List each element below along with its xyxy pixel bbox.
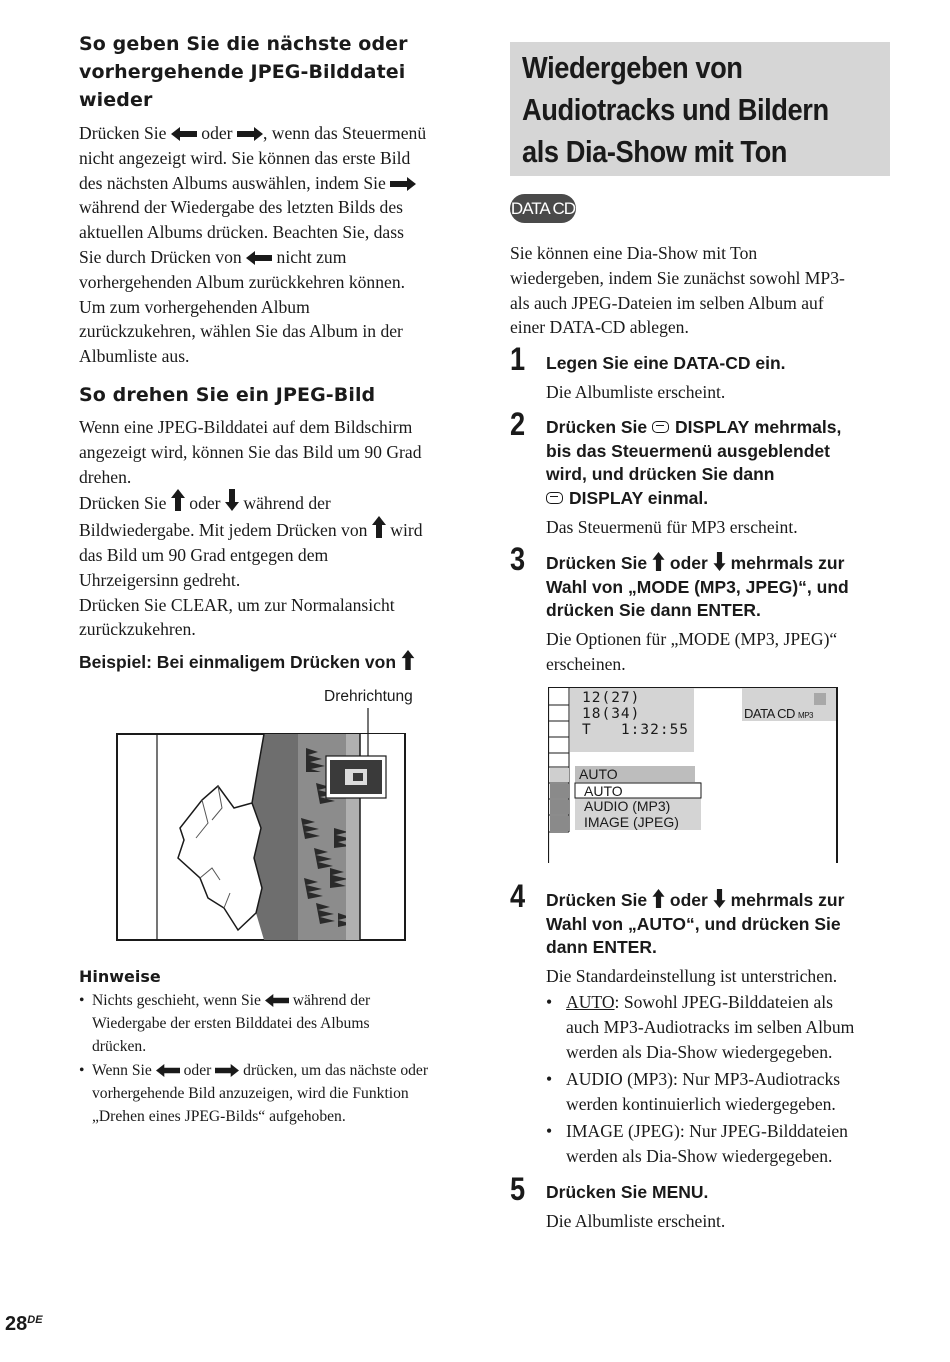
note-2 (79, 1060, 474, 1130)
text-line: Wenn eine JPEG-Bilddatei auf dem Bildschirm (79, 417, 413, 437)
option-list (546, 990, 902, 1169)
heading-rotate: So drehen Sie ein JPEG-Bild (79, 384, 376, 406)
arrow-left-icon (265, 994, 289, 1007)
arrow-down-icon (713, 889, 726, 908)
example-heading: Beispiel: Bei einmaligem Drücken von (79, 650, 479, 675)
text-line: das Bild um 90 Grad entgegen dem (79, 544, 329, 565)
step-number: 3 (510, 541, 526, 577)
step-number: 1 (510, 341, 526, 377)
arrow-right-icon (215, 1064, 239, 1077)
text-line: Um zum vorhergehenden Album (79, 296, 310, 317)
osd-disc-type: DATA CD MP3 (744, 706, 813, 721)
arrow-down-icon (713, 552, 726, 571)
arrow-down-icon (225, 489, 239, 511)
text-line: „Drehen eines JPEG-Bilds“ aufgehoben. (92, 1107, 346, 1125)
arrow-up-icon (171, 489, 185, 511)
arrow-up-icon (652, 889, 665, 908)
step-2-title: Drücken Sie DISPLAY mehrmals, bis das Steuermenü ausgeblendet wird, und drücken Sie dann DISPLAY einmal. (546, 417, 842, 508)
text-line: Wenn Sie oder drücken, um das nächste oder (92, 1062, 429, 1079)
osd-option-image: IMAGE (JPEG) (584, 814, 679, 830)
figure-caption: Drehrichtung (324, 688, 413, 705)
osd-option-audio: AUDIO (MP3) (584, 798, 671, 814)
arrow-right-icon (390, 177, 416, 191)
option-audio: • AUDIO (MP3): Nur MP3-Audiotracks werden kontinuierlich wiedergegeben. (546, 1069, 841, 1115)
heading-line: vorhergehende JPEG-Bilddatei (79, 61, 406, 83)
text-line: Drücken Sie oder während der (79, 489, 474, 516)
arrow-up-icon (372, 516, 386, 538)
step-1-body: Die Albumliste erscheint. (546, 382, 726, 402)
osd-control-menu (548, 687, 838, 863)
step-4-title: Drücken Sie oder mehrmals zur Wahl von „AUTO“, und drücken Sie dann ENTER. (546, 890, 845, 958)
data-cd-badge: DATA CD (510, 194, 576, 223)
text-line: vorhergehenden Album zurückkehren können. (79, 271, 406, 292)
step-1-title: Legen Sie eine DATA-CD ein. (546, 353, 786, 373)
step-number: 4 (510, 878, 526, 914)
text-line: vorhergehende Bild anzuzeigen, wird die Funktion (92, 1084, 409, 1102)
step-5-title: Drücken Sie MENU. (546, 1182, 709, 1202)
arrow-left-icon (156, 1064, 180, 1077)
display-button-icon (652, 421, 669, 433)
note-1 (79, 990, 474, 1060)
text-line: Nichts geschieht, wenn Sie während der (92, 992, 371, 1009)
osd-mode-value: AUTO (579, 766, 618, 782)
section-title-box (510, 42, 890, 176)
arrow-right-icon (237, 127, 263, 141)
heading-line: So geben Sie die nächste oder (79, 33, 408, 55)
text-line: zurückzukehren, wählen Sie das Album in der (79, 321, 403, 342)
option-auto: • AUTO: Sowohl JPEG-Bilddateien als auch MP3-Audiotracks im selben Album werden als Dia-Show wiedergegeben. (546, 992, 855, 1063)
paragraph-next-previous (79, 121, 474, 369)
text-line: Bildwiedergabe. Mit jedem Drücken von wird (79, 516, 474, 543)
text-line: Albumliste aus. (79, 346, 190, 367)
step-number: 2 (510, 406, 526, 442)
arrow-left-icon (171, 127, 197, 141)
text-line: drücken. (92, 1037, 147, 1055)
osd-album-number: 18(34) (582, 706, 641, 722)
bullet: • (79, 992, 85, 1009)
heading-next-previous (79, 30, 479, 114)
text-line: während der Wiedergabe des letzten Bilds des (79, 197, 404, 218)
text-line: nicht angezeigt wird. Sie können das erste Bild (79, 147, 411, 168)
bullet: • (79, 1062, 85, 1079)
step-number: 5 (510, 1171, 526, 1207)
step-4-body: Die Standardeinstellung ist unterstrichen. (546, 966, 838, 986)
step-3-title: Drücken Sie oder mehrmals zur Wahl von „MODE (MP3, JPEG)“, und drücken Sie dann ENTER. (546, 553, 849, 621)
text-line: Uhrzeigersinn gedreht. (79, 569, 241, 590)
text-line: Drücken Sie CLEAR, um zur Normalansicht (79, 594, 395, 615)
osd-time: T 1:32:55 (582, 722, 690, 738)
osd-option-auto: AUTO (584, 783, 623, 799)
text-line: aktuellen Albums drücken. Beachten Sie, dass (79, 222, 404, 243)
section-title: Wiedergeben von Audiotracks und Bildern als Dia-Show mit Ton (522, 50, 829, 169)
step-2-body: Das Steuermenü für MP3 erscheint. (546, 517, 798, 537)
text-line: Wiedergabe der ersten Bilddatei des Albums (92, 1014, 370, 1032)
text-line: Drücken Sie oder , wenn das Steuermenü (79, 123, 427, 143)
intro-paragraph: Sie können eine Dia-Show mit Ton wiedergeben, indem Sie zunächst sowohl MP3- als auch JPEG-Dateien im selben Album auf einer DATA-CD ablegen. (510, 243, 845, 338)
osd-track-number: 12(27) (582, 690, 641, 706)
arrow-left-icon (246, 251, 272, 265)
step-3-body: Die Optionen für „MODE (MP3, JPEG)“ erscheinen. (546, 629, 838, 674)
arrow-up-icon (652, 552, 665, 571)
rotated-image-illustration (116, 708, 408, 944)
text-line: des nächsten Albums auswählen, indem Sie (79, 171, 474, 196)
arrow-up-icon (401, 650, 415, 670)
step-5-body: Die Albumliste erscheint. (546, 1211, 726, 1231)
text-line: angezeigt wird, können Sie das Bild um 90 Grad (79, 441, 422, 462)
text-line: Sie durch Drücken von nicht zum (79, 246, 347, 267)
option-image: • IMAGE (JPEG): Nur JPEG-Bilddateien werden als Dia-Show wiedergegeben. (546, 1120, 848, 1166)
notes-title: Hinweise (79, 967, 161, 986)
paragraph-rotate (79, 415, 474, 642)
heading-line: wieder (79, 89, 153, 111)
text-line: zurückzukehren. (79, 619, 196, 640)
text-line: drehen. (79, 466, 132, 487)
page-number: 28DE (5, 1313, 43, 1335)
display-button-icon (546, 492, 563, 504)
